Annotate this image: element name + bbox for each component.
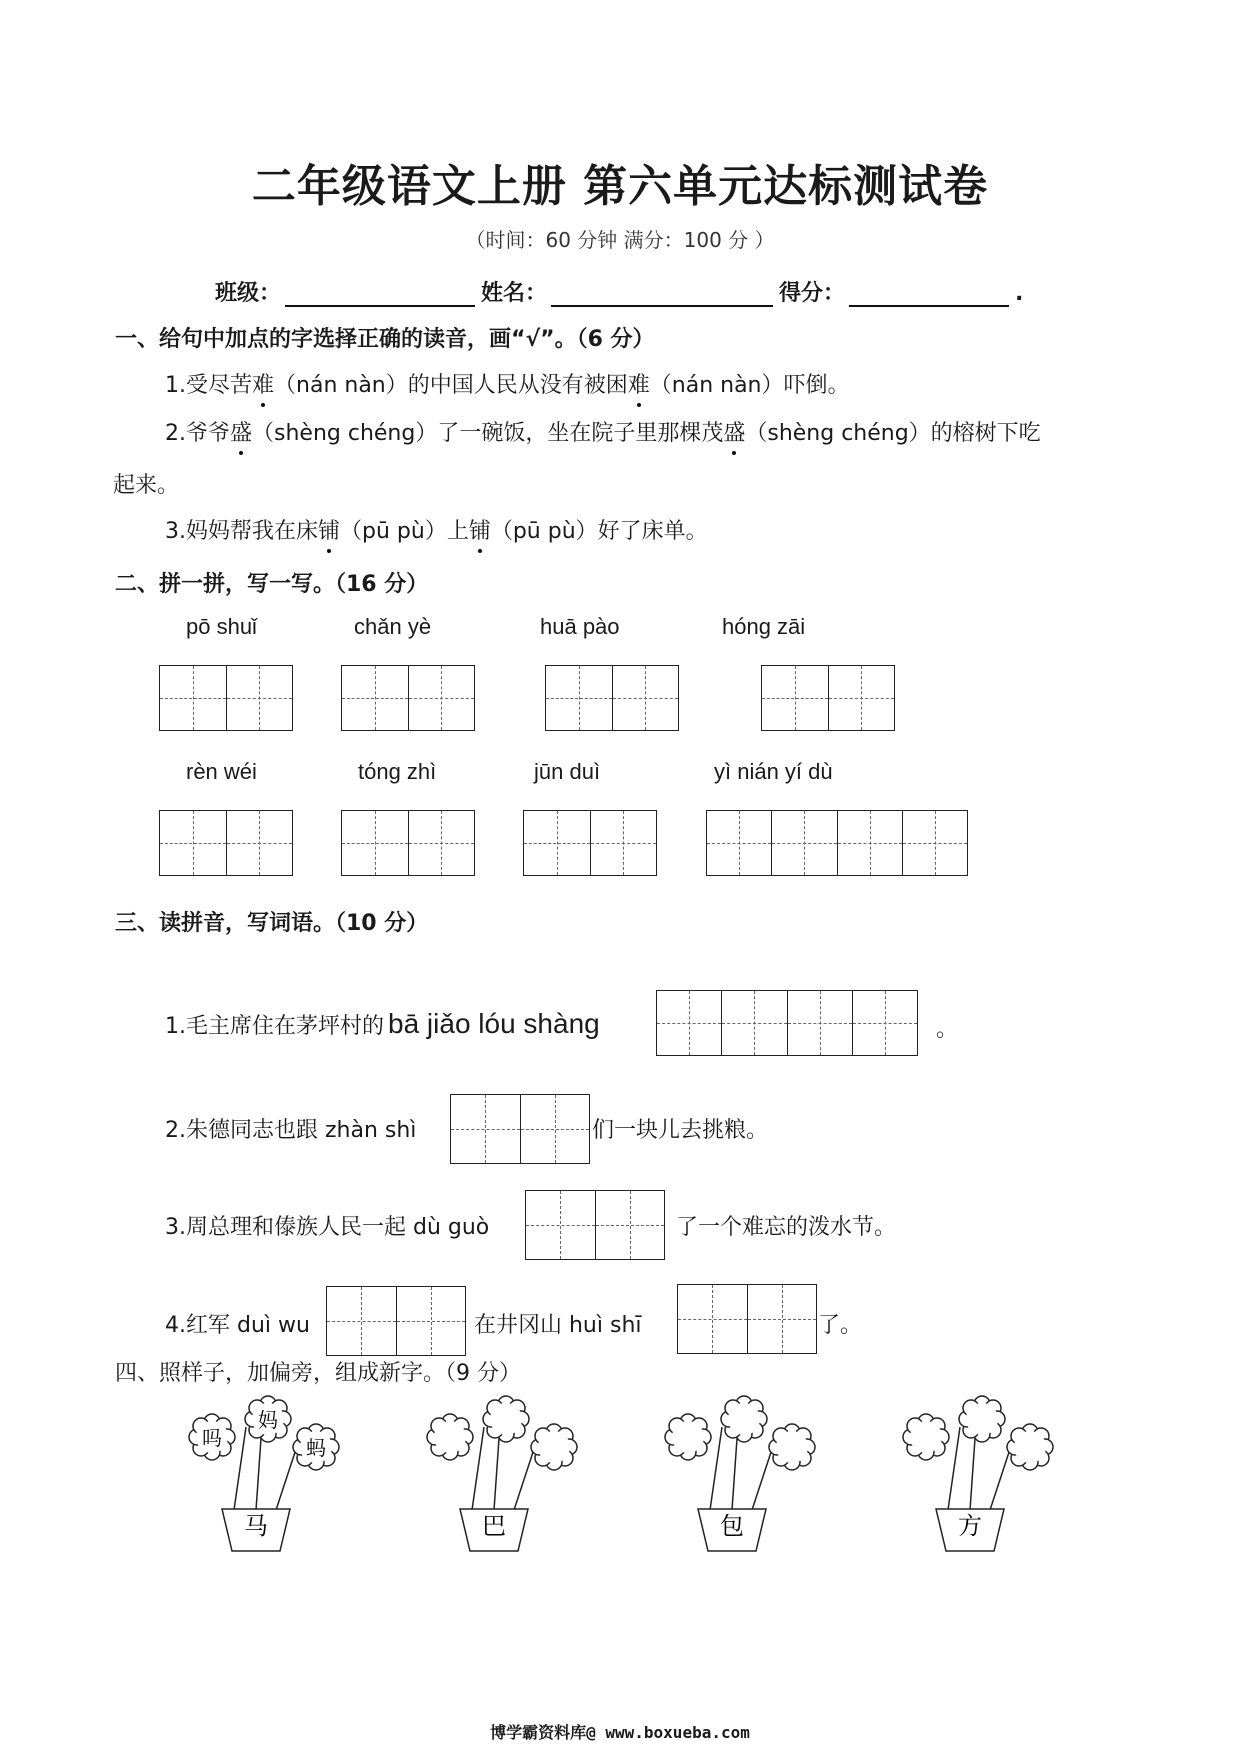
class-label: 班级：: [215, 281, 282, 306]
section3-q4-mid: 在井冈山 huì shī: [474, 1313, 642, 1338]
writing-grid[interactable]: [326, 1286, 466, 1356]
section3-q2: 2.朱德同志也跟 zhàn shì: [165, 1118, 417, 1143]
flowerpot-exercise: [0, 1395, 1240, 1565]
pinyin-label: yì nián yí dù: [714, 759, 833, 784]
pot-char: 巴: [482, 1512, 506, 1540]
pinyin-label: huā pào: [540, 614, 620, 639]
section3-q4-after: 了。: [818, 1313, 863, 1338]
section3-q3-after: 了一个难忘的泼水节。: [676, 1215, 897, 1240]
section2-heading: 二、拼一拼，写一写。（16 分）: [115, 572, 429, 597]
section3-heading: 三、读拼音，写词语。（10 分）: [115, 911, 429, 936]
section3-q2-after: 们一块儿去挑粮。: [592, 1118, 769, 1143]
pot-char: 马: [244, 1512, 268, 1540]
section3-q3: 3.周总理和傣族人民一起 dù guò: [165, 1215, 490, 1240]
section1-q3: 3.妈妈帮我在床铺（pū pù）上铺（pū pù）好了床单。: [165, 514, 708, 545]
pot-char: 包: [720, 1512, 744, 1540]
pinyin-label: pō shuǐ: [186, 614, 257, 639]
section4-heading: 四、照样子，加偏旁，组成新字。（9 分）: [115, 1361, 521, 1386]
writing-grid[interactable]: [525, 1190, 665, 1260]
writing-grid[interactable]: [159, 810, 293, 876]
pot-char: 方: [958, 1512, 982, 1540]
name-label: 姓名：: [481, 281, 548, 306]
flower-char: 妈: [258, 1408, 278, 1432]
writing-grid[interactable]: [706, 810, 968, 876]
exam-meta: （时间：60 分钟 满分：100 分 ）: [465, 228, 775, 252]
writing-grid[interactable]: [341, 810, 475, 876]
section1-heading: 一、给句中加点的字选择正确的读音，画“√”。（6 分）: [115, 327, 655, 352]
footer-watermark: 博学霸资料库@ www.boxueba.com: [490, 1723, 750, 1742]
section1-q2: 2.爷爷盛（shèng chéng）了一碗饭，坐在院子里那棵茂盛（shèng chéng）的榕树下吃: [165, 416, 1041, 447]
score-label: 得分：: [779, 281, 846, 306]
name-field[interactable]: [551, 283, 773, 307]
writing-grid[interactable]: [656, 990, 918, 1056]
section3-q1: 1.毛主席住在茅坪村的 bā jiǎo lóu shàng: [165, 1008, 600, 1039]
pinyin-label: chǎn yè: [354, 614, 432, 639]
writing-grid[interactable]: [450, 1094, 590, 1164]
class-field[interactable]: [285, 283, 475, 307]
pinyin-label: hóng zāi: [722, 614, 806, 639]
writing-grid[interactable]: [677, 1284, 817, 1354]
pinyin-label: jūn duì: [534, 759, 601, 784]
score-field[interactable]: [849, 283, 1009, 307]
flower-char: 吗: [202, 1426, 222, 1450]
writing-grid[interactable]: [523, 810, 657, 876]
section3-q4: 4.红军 duì wu: [165, 1313, 310, 1338]
pinyin-label: rèn wéi: [186, 759, 257, 784]
page-title: 二年级语文上册 第六单元达标测试卷: [251, 161, 989, 212]
writing-grid[interactable]: [545, 665, 679, 731]
sentence-end: 。: [936, 1017, 959, 1042]
section1-q2-cont: 起来。: [113, 473, 180, 498]
end-mark: .: [1015, 281, 1024, 306]
flower-char: 蚂: [306, 1436, 326, 1460]
student-info: [215, 276, 1023, 307]
writing-grid[interactable]: [761, 665, 895, 731]
writing-grid[interactable]: [341, 665, 475, 731]
section1-q1: 1.受尽苦难（nán nàn）的中国人民从没有被困难（nán nàn）吓倒。: [165, 368, 850, 399]
pinyin-label: tóng zhì: [358, 759, 437, 784]
writing-grid[interactable]: [159, 665, 293, 731]
